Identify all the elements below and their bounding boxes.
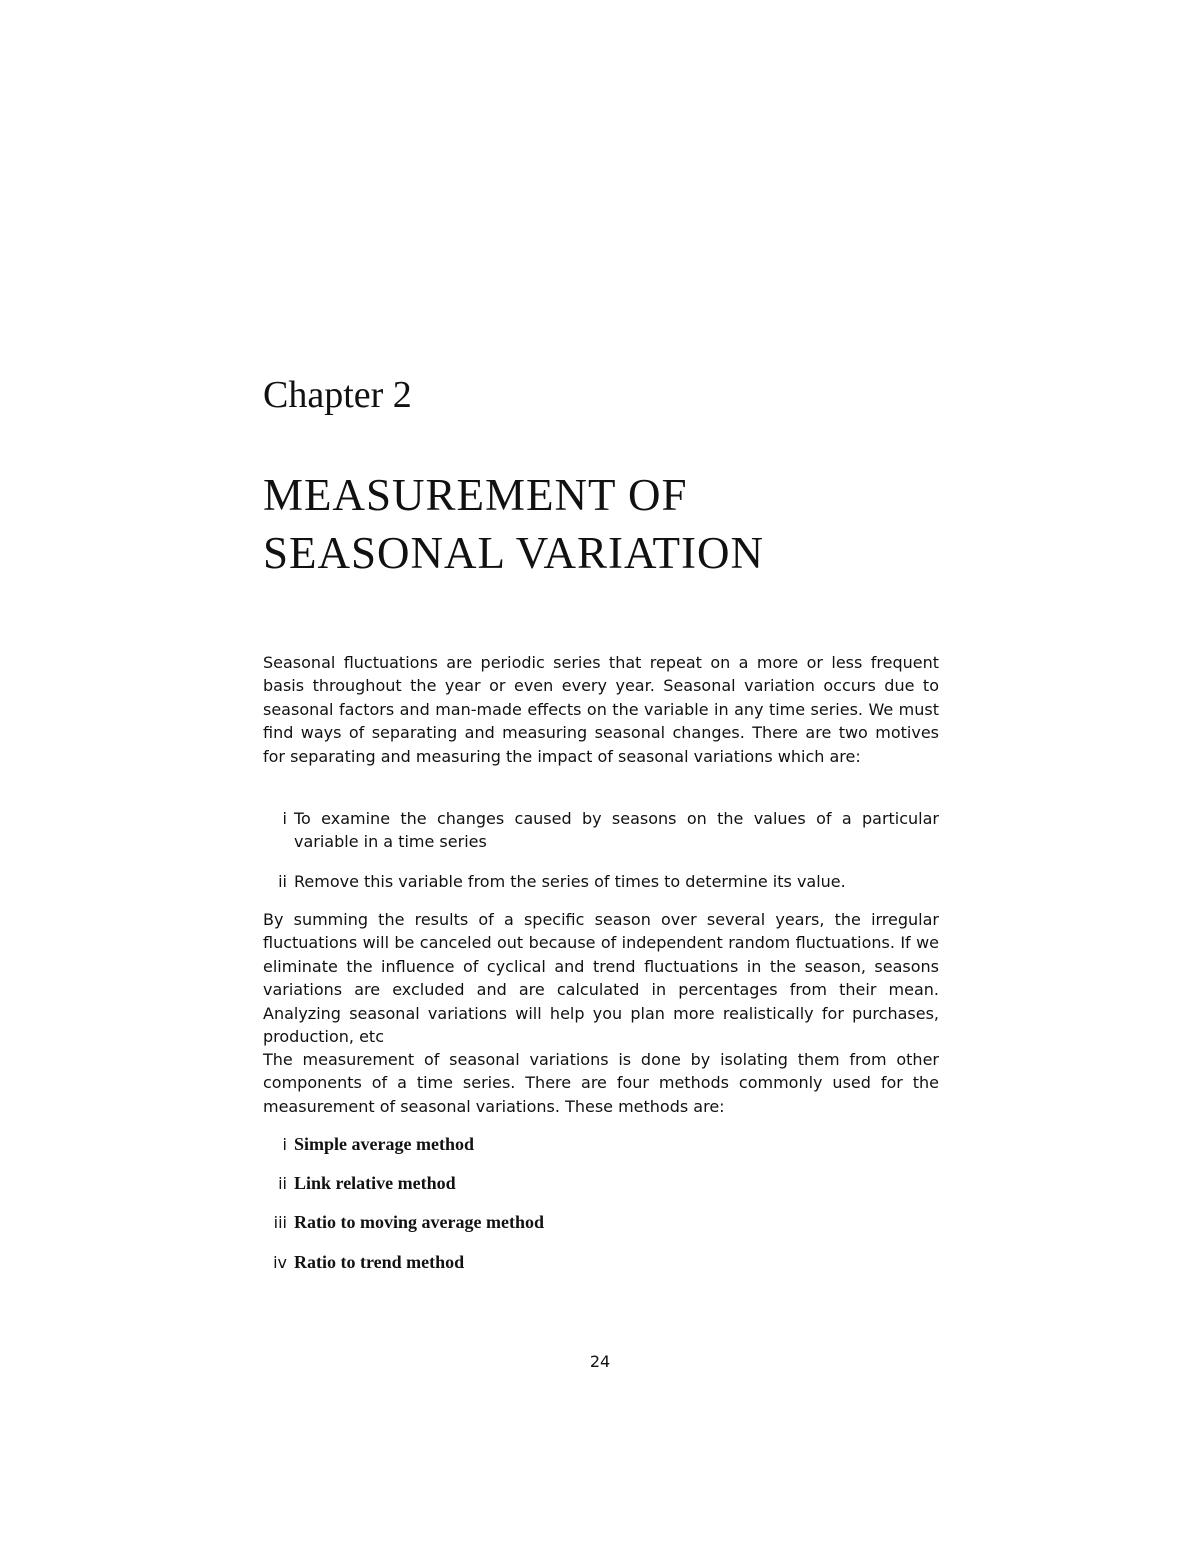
list-item — [263, 870, 939, 893]
list-marker: iv — [273, 1252, 287, 1272]
motives-list — [263, 807, 939, 909]
list-marker: i — [282, 809, 287, 828]
chapter-title-line-1: MEASUREMENT OF — [263, 470, 688, 520]
list-item-text: Ratio to moving average method — [294, 1212, 544, 1233]
list-item-text: Simple average method — [294, 1134, 474, 1154]
list-item — [263, 1172, 939, 1195]
methods-list — [263, 1133, 939, 1290]
list-item-text: Link relative method — [294, 1173, 456, 1194]
list-item-text: To examine the changes caused by seasons on the values of a particular variable in a time series — [294, 809, 939, 852]
list-item — [263, 807, 939, 854]
chapter-title — [263, 466, 943, 582]
list-marker: ii — [278, 1174, 287, 1194]
list-item-text: Ratio to trend method — [294, 1251, 465, 1272]
list-marker: ii — [278, 871, 287, 891]
summing-paragraph: By summing the results of a specific season over several years, the irregular fluctuations will be canceled out because of independent random fluctuations. If we eliminate the influence of cyclical and trend fluctuations in the season, seasons variations are excluded and are calculated in percentages from their mean. Analyzing seasonal variations will help you plan more realistically for purchases, production, etc — [263, 910, 939, 1047]
page-number: 24 — [589, 1352, 611, 1371]
list-item — [263, 1251, 939, 1274]
chapter-title-line-2: SEASONAL VARIATION — [263, 528, 764, 578]
measurement-paragraph: The measurement of seasonal variations is done by isolating them from other components of a time series. There are four methods commonly used for the measurement of seasonal variations. These methods are: — [263, 1050, 939, 1116]
list-item — [263, 1211, 939, 1234]
chapter-label: Chapter 2 — [263, 374, 412, 416]
list-marker: i — [282, 1135, 287, 1154]
list-marker: iii — [273, 1213, 287, 1233]
intro-paragraph: Seasonal fluctuations are periodic series that repeat on a more or less frequent basis throughout the year or even every year. Seasonal variation occurs due to seasonal factors and man-made effects on the variable in any time series. We must find ways of separating and measuring seasonal changes. There are two motives for separating and measuring the impact of seasonal variations which are: — [263, 653, 939, 766]
list-item — [263, 1133, 939, 1156]
list-item-text: Remove this variable from the series of times to determine its value. — [294, 871, 846, 891]
